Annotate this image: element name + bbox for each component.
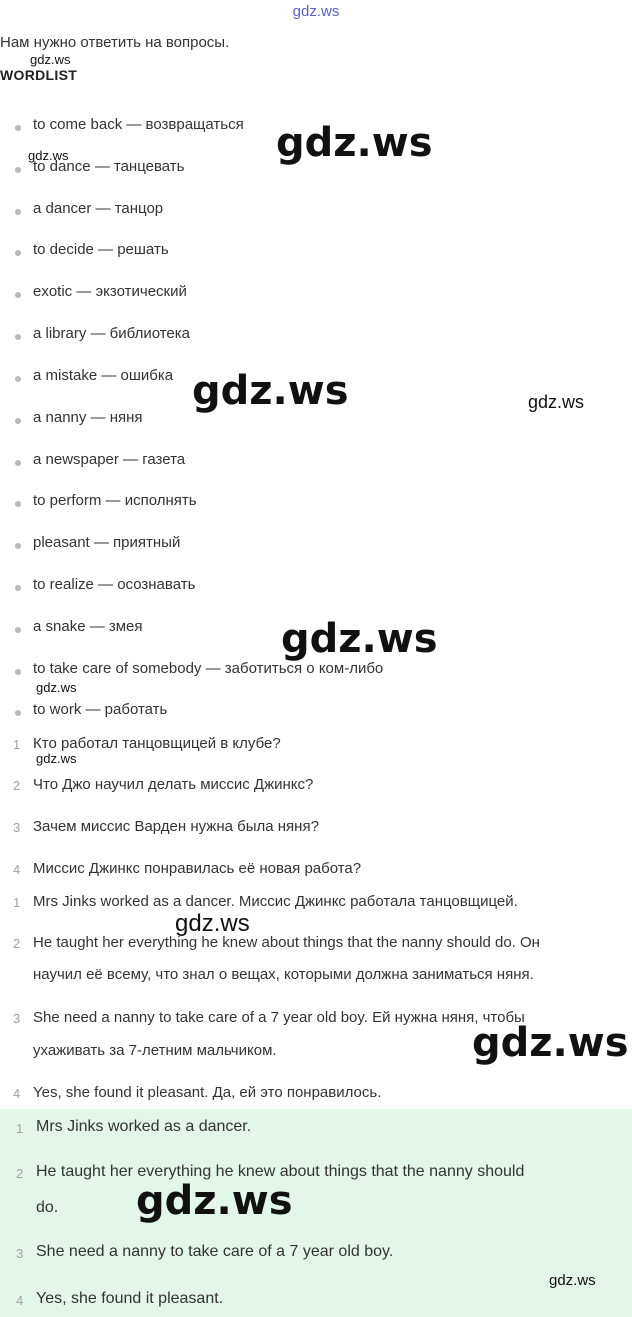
watermark: gdz.ws [36, 680, 77, 695]
answer-text: Yes, she found it pleasant. Да, ей это понравилось. [33, 1084, 382, 1101]
wordlist-item: to realize — осознавать [33, 576, 196, 593]
watermark: gdz.ws [136, 1178, 293, 1224]
final-answer-text: He taught her everything he knew about things that the nanny should [36, 1163, 525, 1180]
final-answer-number: 1 [16, 1121, 24, 1136]
list-bullet [15, 669, 21, 675]
answer-text: научил её всему, что знал о вещах, которыми должна заниматься няня. [33, 966, 534, 983]
watermark: gdz.ws [528, 392, 585, 412]
question-number: 4 [13, 862, 21, 877]
answer-number: 2 [13, 936, 21, 951]
answer-text: Mrs Jinks worked as a dancer. Миссис Джинкс работала танцовщицей. [33, 893, 518, 910]
list-bullet [15, 543, 21, 549]
wordlist-item: a library — библиотека [33, 325, 190, 342]
question-text: Миссис Джинкс понравилась её новая работа? [33, 860, 362, 877]
wordlist-item: to work — работать [33, 701, 168, 718]
list-bullet [15, 209, 21, 215]
list-bullet [15, 460, 21, 466]
wordlist-item: a nanny — няня [33, 409, 143, 426]
watermark: gdz.ws [276, 120, 433, 166]
list-bullet [15, 710, 21, 716]
wordlist-item: to take care of somebody — заботиться о ком-либо [33, 660, 384, 677]
list-bullet [15, 585, 21, 591]
watermark: gdz.ws [281, 616, 438, 662]
list-bullet [15, 418, 21, 424]
list-bullet [15, 167, 21, 173]
final-answer-text: She need a nanny to take care of a 7 year old boy. [36, 1243, 394, 1260]
watermark: gdz.ws [175, 910, 250, 937]
list-bullet [15, 501, 21, 507]
question-number: 2 [13, 778, 21, 793]
final-answer-number: 4 [16, 1293, 24, 1308]
answer-number: 4 [13, 1086, 21, 1101]
wordlist-item: a mistake — ошибка [33, 367, 174, 384]
watermark: gdz.ws [472, 1020, 629, 1066]
answer-text: She need a nanny to take care of a 7 year old boy. Ей нужна няня, чтобы [33, 1009, 525, 1026]
intro-text: Нам нужно ответить на вопросы. [0, 34, 230, 51]
watermark: gdz.ws [36, 751, 77, 766]
header-site-link[interactable]: gdz.ws [292, 3, 340, 20]
wordlist-item: to dance — танцевать [33, 158, 185, 175]
question-number: 3 [13, 820, 21, 835]
list-bullet [15, 125, 21, 131]
wordlist-heading: WORDLIST [0, 67, 78, 83]
wordlist-item: a newspaper — газета [33, 451, 186, 468]
wordlist-item: to decide — решать [33, 241, 169, 258]
wordlist-item: to come back — возвращаться [33, 116, 244, 133]
wordlist-item: to perform — исполнять [33, 492, 197, 509]
question-text: Зачем миссис Варден нужна была няня? [33, 818, 319, 835]
wordlist-item: a dancer — танцор [33, 200, 164, 217]
answer-number: 3 [13, 1011, 21, 1026]
final-answer-number: 3 [16, 1246, 24, 1261]
final-answer-text: Mrs Jinks worked as a dancer. [36, 1118, 252, 1135]
list-bullet [15, 250, 21, 256]
list-bullet [15, 334, 21, 340]
final-answer-number: 2 [16, 1166, 24, 1181]
answer-number: 1 [13, 895, 21, 910]
wordlist-item: a snake — змея [33, 618, 143, 635]
final-answers-panel [0, 1109, 632, 1317]
question-text: Что Джо научил делать миссис Джинкс? [33, 776, 314, 793]
list-bullet [15, 292, 21, 298]
watermark: gdz.ws [28, 148, 69, 163]
final-answer-text: do. [36, 1199, 59, 1216]
question-text: Кто работал танцовщицей в клубе? [33, 735, 281, 752]
answer-text: He taught her everything he knew about things that the nanny should do. Он [33, 934, 540, 951]
list-bullet [15, 376, 21, 382]
watermark: gdz.ws [549, 1272, 596, 1289]
answer-text: ухаживать за 7-летним мальчиком. [33, 1042, 277, 1059]
question-number: 1 [13, 737, 21, 752]
wordlist-item: exotic — экзотический [33, 283, 187, 300]
final-answer-text: Yes, she found it pleasant. [36, 1290, 224, 1307]
list-bullet [15, 627, 21, 633]
wordlist-item: pleasant — приятный [33, 534, 181, 551]
watermark: gdz.ws [30, 52, 71, 67]
watermark: gdz.ws [192, 368, 349, 414]
